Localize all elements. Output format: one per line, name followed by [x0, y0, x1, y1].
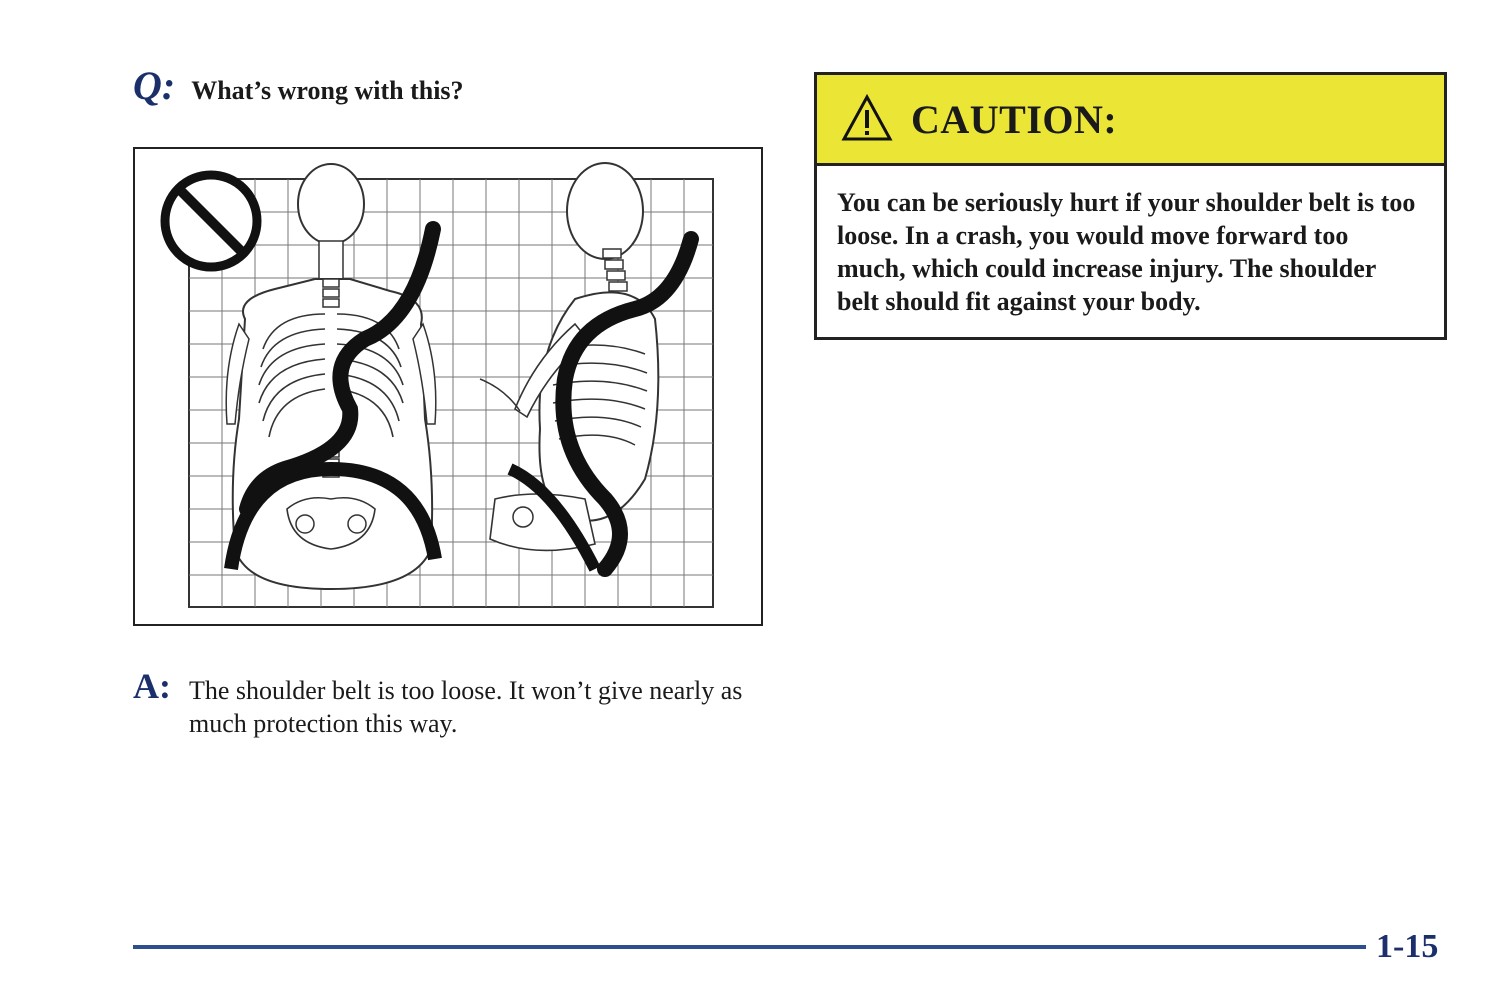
side-view-figure	[480, 163, 691, 569]
caution-body: You can be seriously hurt if your shoulder belt is too loose. In a crash, you would move forward too much, which could increase injury. The shoulder belt should fit against your body.	[837, 188, 1416, 316]
illustration-drawing	[135, 149, 761, 624]
caution-box	[814, 72, 1447, 340]
page-number: 1-15	[1376, 928, 1439, 965]
question-letter: Q:	[133, 63, 176, 108]
question	[133, 62, 464, 109]
answer-text: The shoulder belt is too loose. It won’t give nearly as much protection this way.	[189, 676, 743, 738]
question-text: What’s wrong with this?	[191, 76, 464, 105]
caution-header	[817, 75, 1444, 166]
caution-title: CAUTION:	[911, 96, 1118, 142]
seatbelt-illustration	[133, 147, 763, 626]
prohibition-icon	[165, 175, 257, 267]
footer-rule	[133, 945, 1366, 949]
warning-triangle-icon	[841, 93, 893, 145]
answer-letter: A:	[133, 666, 171, 706]
answer	[133, 668, 763, 740]
